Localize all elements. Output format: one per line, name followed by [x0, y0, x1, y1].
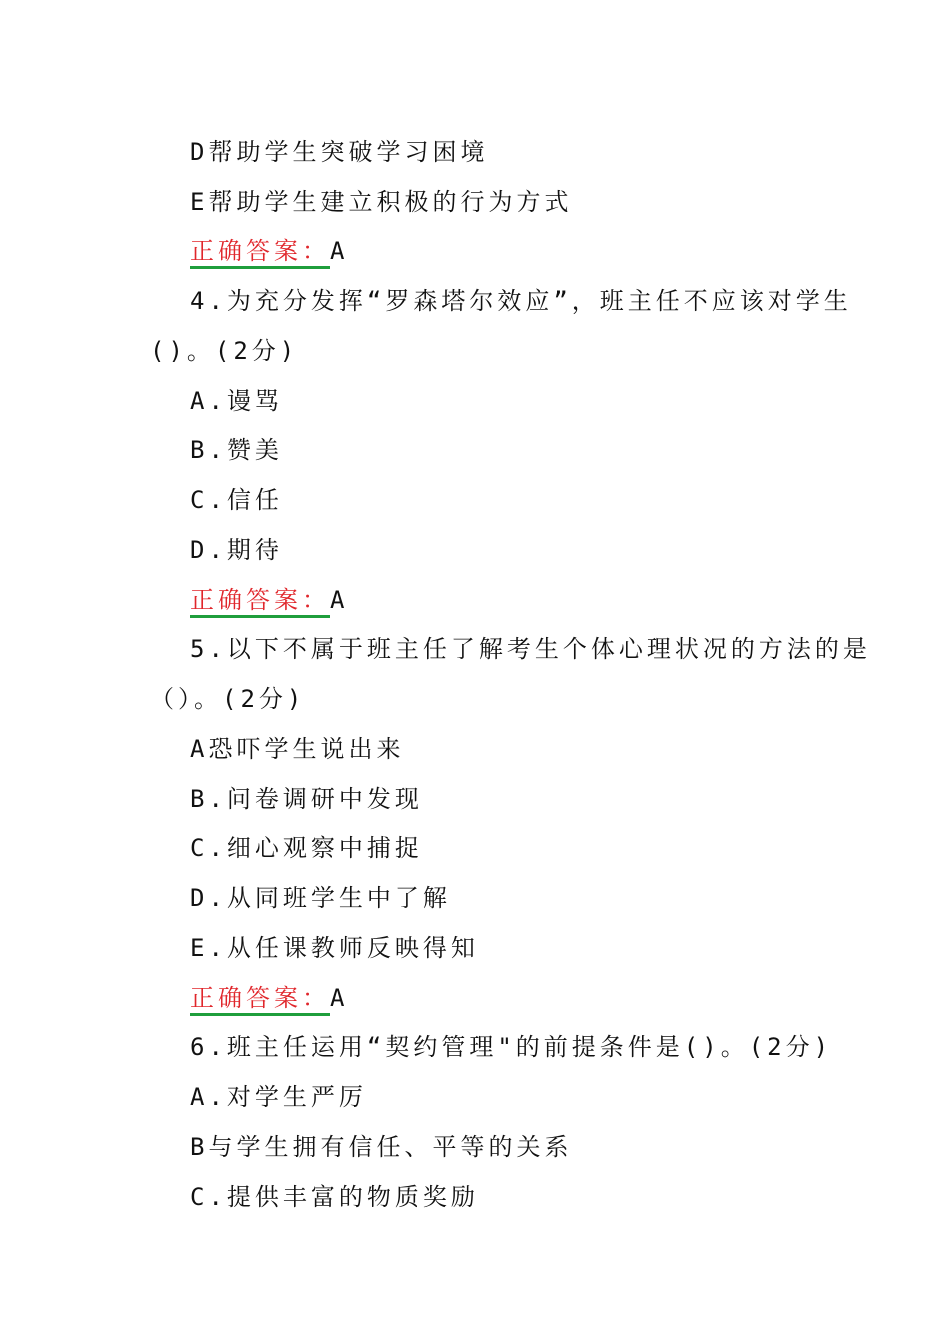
q5-stem-line1: 5.以下不属于班主任了解考生个体心理状况的方法的是: [190, 635, 871, 663]
q6-option-c: C.提供丰富的物质奖励: [190, 1183, 479, 1211]
q5-option-d: D.从同班学生中了解: [190, 884, 451, 912]
q3-option-e: E帮助学生建立积极的行为方式: [190, 188, 573, 216]
answer-label: 正确答案：: [190, 984, 330, 1016]
q6-option-b: B与学生拥有信任、平等的关系: [190, 1133, 573, 1161]
q4-stem-line1: 4.为充分发挥“罗森塔尔效应”，班主任不应该对学生: [190, 287, 852, 315]
q3-option-d: D帮助学生突破学习困境: [190, 138, 489, 166]
answer-label: 正确答案：: [190, 586, 330, 618]
q4-option-a: A.谩骂: [190, 387, 283, 415]
answer-value: A: [330, 237, 345, 265]
q4-stem-line2: ()。(2分): [150, 337, 299, 365]
q5-option-e: E.从任课教师反映得知: [190, 934, 479, 962]
answer-value: A: [330, 586, 345, 614]
q5-stem-line2: （）。(2分): [150, 685, 306, 713]
answer-value: A: [330, 984, 345, 1012]
q5-option-a: A恐吓学生说出来: [190, 735, 405, 763]
q4-option-d: D.期待: [190, 536, 283, 564]
q5-option-c: C.细心观察中捕捉: [190, 834, 423, 862]
q6-stem-line1: 6.班主任运用“契约管理"的前提条件是()。(2分): [190, 1033, 833, 1061]
answer-label: 正确答案：: [190, 237, 330, 269]
q6-option-a: A.对学生严厉: [190, 1083, 367, 1111]
q4-option-b: B.赞美: [190, 436, 283, 464]
q4-option-c: C.信任: [190, 486, 283, 514]
q4-answer: [190, 585, 344, 615]
q5-option-b: B.问卷调研中发现: [190, 785, 423, 813]
q3-answer: [190, 236, 344, 266]
q5-answer: [190, 983, 344, 1013]
